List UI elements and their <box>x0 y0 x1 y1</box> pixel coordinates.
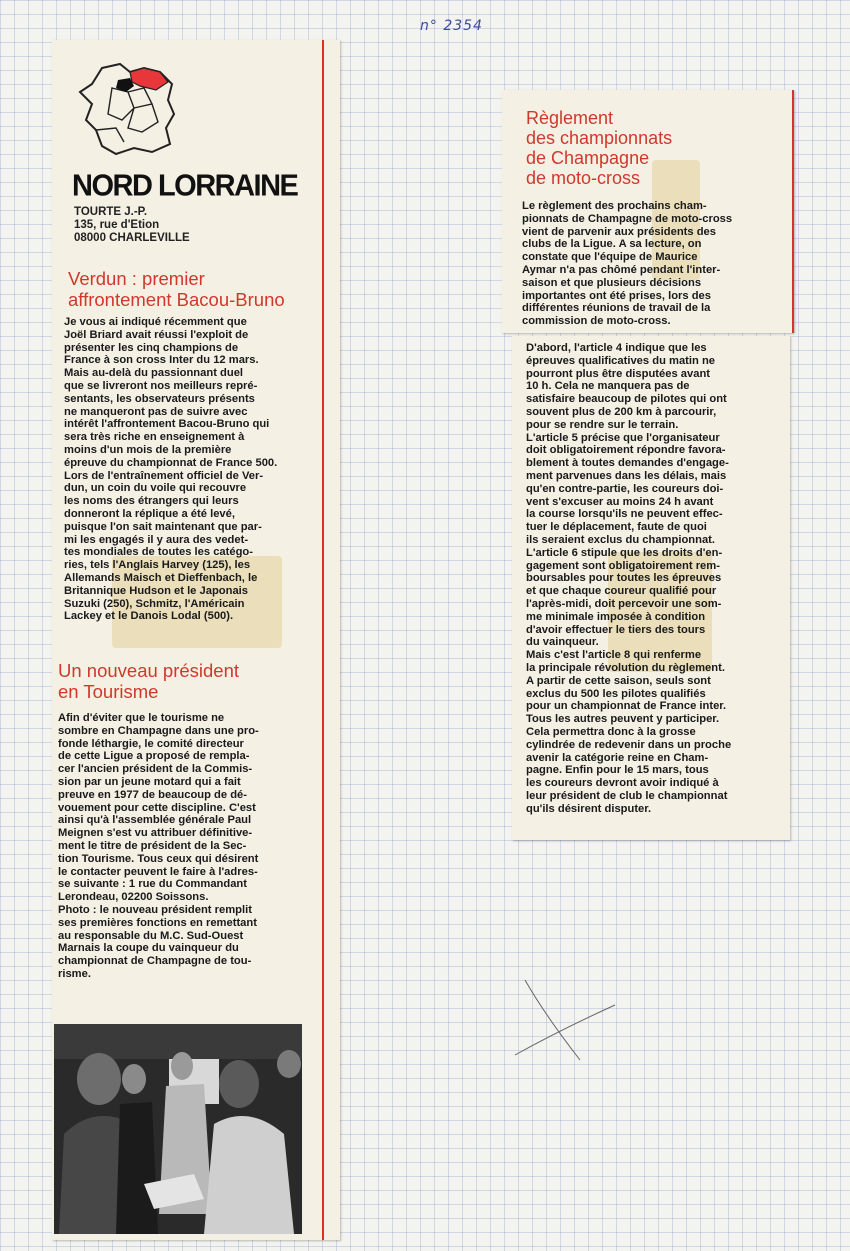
right-clipping-intro <box>502 90 794 333</box>
pencil-cross-mark <box>510 975 620 1065</box>
news-photo <box>54 1024 302 1234</box>
page-number: n° 2354 <box>420 18 483 34</box>
article-intro: Le règlement des prochains cham- pionnats de Champagne de moto-cross vient de parvenir aux présidents des clubs de la Ligue. A sa lecture, on constate que l'équipe de Maurice Aymar n'a pas chômé pendant l'inter- saison et que plusieurs décisions importantes ont été prises, lors des différentes réunions de travail de la commission de moto-cross. <box>522 200 733 328</box>
france-map-icon <box>72 58 184 158</box>
article-headline: Règlement des championnats de Champagne de moto-cross <box>526 108 673 188</box>
address-line: 135, rue d'Etion <box>74 219 160 231</box>
photo-image <box>54 1024 302 1234</box>
article-headline: Un nouveau président en Tourisme <box>58 660 240 702</box>
article-body: D'abord, l'article 4 indique que les épreuves qualificatives du matin ne pourront plus être disputées avant 10 h. Cela ne manquera pas de satisfaire beaucoup de pilotes qui ont souvent plus de 200 km à parcourir, pour se rendre sur le terrain. L'article 5 précise que l'organisateur doit obligatoirement répondre favora- blement à toutes demandes d'engage- ment parvenues dans les délais, mais qu'en contre-partie, les coureurs doi- vent s'excuser au moins 24 h avant la course lorsqu'ils ne peuvent effec- tuer le déplacement, faute de quoi ils seraient exclus du championnat. L'article 6 stipule que les droits d'en- gagement sont obligatoirement rem- boursables pour toutes les épreuves et que chaque coureur qualifié pour l'après-midi, doit percevoir une som- me minimale imposée à condition d'avoir effectuer le tiers des tours du vainqueur. Mais c'est l'article 8 qui renferme la principale révolution du règlement. A partir de cette saison, seuls sont exclus du 500 les pilotes qualifiés pour un championnat de France inter. Tous les autres peuvent y participer. Cela permettra donc à la grosse cylindrée de redevenir dans un proche avenir la catégorie reine en Cham- pagne. Enfin pour le 15 mars, tous les coureurs devront avoir indiqué à leur président de club le championnat qu'ils désirent disputer. <box>526 342 732 815</box>
right-clipping-continuation <box>512 336 790 840</box>
article-body: Afin d'éviter que le tourisme ne sombre en Champagne dans une pro- fonde léthargie, le comité directeur de cette Ligue a proposé de rempla- cer l'ancien président de la Commis- sion par un jeune motard qui a fait preuve en 1977 de beaucoup de dé- vouement pour cette discipline. C'est ainsi qu'à l'assemblée générale Paul Meignen s'est vu attribuer définitive- ment le titre de président de la Sec- tion Tourisme. Tous ceux qui désirent le contacter peuvent le faire à l'adres- se suivante : 1 rue du Commandant Lerondeau, 02200 Soissons. Photo : le nouveau président remplit ses premières fonctions en remettant au responsable du M.C. Sud-Ouest Marnais la coupe du vainqueur du championnat de Champagne de tou- risme. <box>58 712 259 980</box>
article-headline: Verdun : premier affrontement Bacou-Bruno <box>68 268 285 310</box>
address-line: 08000 CHARLEVILLE <box>74 232 190 244</box>
address-line: TOURTE J.-P. <box>74 206 148 218</box>
red-rule <box>322 40 324 1240</box>
left-clipping <box>52 40 340 1240</box>
region-title: NORD LORRAINE <box>72 169 298 203</box>
red-rule <box>792 90 794 333</box>
correspondent-address <box>74 206 190 245</box>
article-body: Je vous ai indiqué récemment que Joël Briard avait réussi l'exploit de présenter les cinq champions de France à son cross Inter du 12 mars. Mais au-delà du passionnant duel que se livreront nos meilleurs repré- sentants, les observateurs présents ne manqueront pas de suivre avec intérêt l'affrontement Bacou-Bruno qui sera très riche en enseignement à moins d'un mois de la première épreuve du championnat de France 500. Lors de l'entraînement officiel de Ver- dun, un coin du voile qui recouvre les noms des étrangers qui leurs donneront la réplique a été levé, puisque l'on sait maintenant que par- mi les engagés il y aura des vedet- tes mondiales de toutes les catégo- ries, tels l'Anglais Harvey (125), les Allemands Maisch et Dieffenbach, le Britannique Hudson et le Japonais Suzuki (250), Schmitz, l'Américain Lackey et le Danois Lodal (500). <box>64 316 278 623</box>
